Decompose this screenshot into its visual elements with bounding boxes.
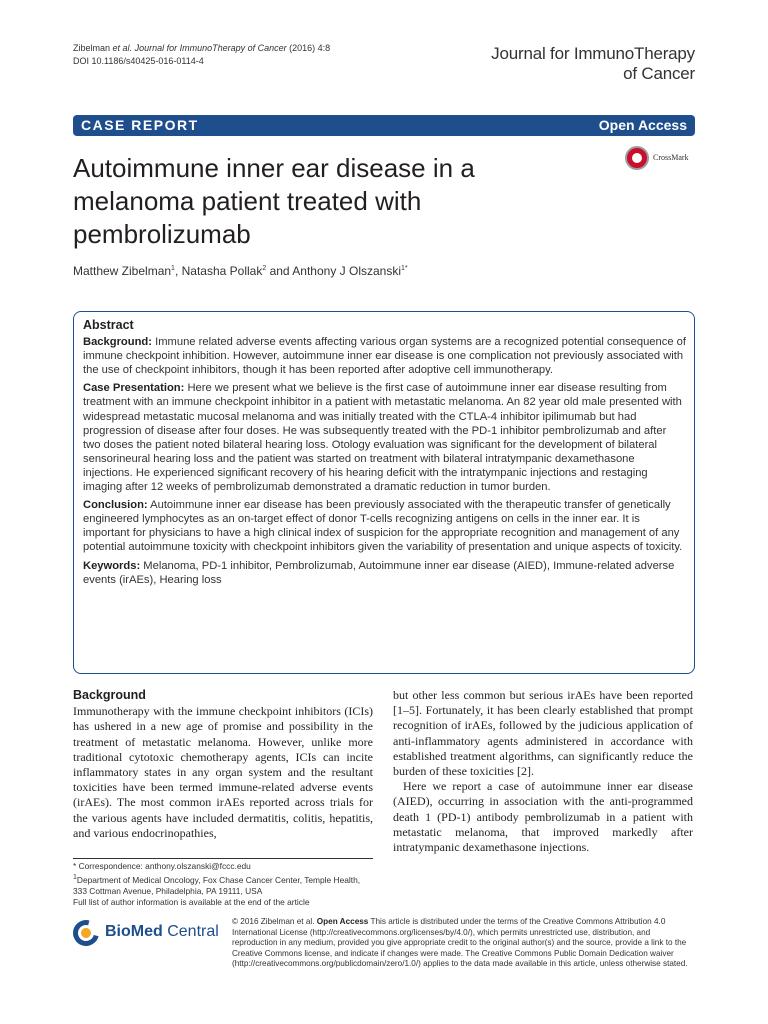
section-text: Melanoma, PD-1 inhibitor, Pembrolizumab, Autoimmune inner ear disease (AIED), Immune-related adverse events (irAEs), Hearing loss	[83, 559, 675, 586]
logo-regular: Central	[162, 923, 219, 940]
crossmark-label: CrossMark	[653, 153, 689, 162]
author-info-note: Full list of author information is available at the end of the article	[73, 897, 310, 908]
crossmark-icon	[625, 146, 649, 170]
author-name: Matthew Zibelman	[73, 264, 172, 278]
author-separator: ,	[174, 264, 182, 278]
correspondence[interactable]: * Correspondence: anthony.olszanski@fccc.edu	[73, 861, 251, 871]
crossmark-badge[interactable]	[625, 146, 700, 172]
license-prefix: © 2016 Zibelman et al.	[232, 917, 317, 926]
abstract-background	[83, 335, 686, 377]
section-label: Keywords:	[83, 559, 141, 572]
affiliation	[73, 872, 373, 897]
body-paragraph: but other less common but serious irAEs have been reported [1–5]. Fortunately, it has been clearly established that prompt recognition of irAEs, followed by the judicious application of anti-inflammatory agents administered in accordance with established treatment algorithms, can significantly reduce the burden of these toxicities [2].	[393, 688, 693, 779]
affiliation-text: Department of Medical Oncology, Fox Chase Cancer Center, Temple Health, 333 Cottman Avenue, Philadelphia, PA 19111, USA	[73, 875, 361, 897]
section-text: Here we present what we believe is the first case of autoimmune inner ear disease resulting from treatment with an immune checkpoint inhibitor in a patient with metastatic melanoma. An 82 year old male presented with widespread metastatic mucosal melanoma and was initially treated with the CTLA-4 inhibitor ipilimumab but had progression of disease after four doses. He was subsequently treated with the PD-1 inhibitor pembrolizumab and after two doses the patient noted bilateral hearing loss. Otology evaluation was significant for the development of bilateral sensorineural hearing loss and the patient was started on treatment with bilateral intratympanic dexamethasone injections. He experienced significant recovery of his hearing deficit with the intratympanic injections and restaging imaging after 12 weeks of pembrolizumab demonstrated a dramatic reduction in tumor burden.	[83, 382, 682, 494]
article-type: CASE REPORT	[81, 117, 199, 133]
license-statement	[232, 917, 696, 970]
footnotes	[73, 858, 373, 909]
abstract-keywords	[83, 559, 686, 587]
body-paragraph: Here we report a case of autoimmune inner ear disease (AIED), occurring in association with the anti-programmed death 1 (PD-1) antibody pembrolizumab in a patient with metastatic melanoma, that improved markedly after intratympanic dexamethasone injections.	[393, 779, 693, 855]
citation-journal: Journal for ImmunoTherapy of Cancer	[134, 43, 287, 53]
section-heading-background: Background	[73, 688, 146, 702]
biomed-central-wordmark	[105, 923, 219, 941]
article-type-banner	[73, 115, 695, 136]
author-name: Anthony J Olszanski	[292, 264, 401, 278]
affiliation-marker: 1	[73, 874, 77, 882]
body-column-left	[73, 688, 373, 841]
citation-line	[73, 42, 330, 55]
biomed-central-ring-icon	[68, 915, 104, 951]
citation-authors: Zibelman	[73, 43, 111, 53]
author-list	[73, 264, 408, 278]
section-label: Background:	[83, 336, 152, 349]
logo-bold: BioMed	[105, 923, 163, 940]
abstract-conclusion	[83, 498, 686, 554]
section-label: Conclusion:	[83, 499, 148, 512]
doi[interactable]: DOI 10.1186/s40425-016-0114-4	[73, 56, 204, 66]
citation-year-volume: (2016) 4:8	[289, 43, 331, 53]
journal-name-line1: Journal for ImmunoTherapy	[491, 44, 695, 63]
section-text: Immune related adverse events affecting various organ systems are a recognized potential consequence of immune checkpoint inhibition. However, autoimmune inner ear disease is one complication not previously associated with the use of checkpoint inhibitors, though it has been reported after adoptive cell immunotherapy.	[83, 336, 686, 377]
citation-etal: et al.	[112, 43, 133, 53]
abstract-case-presentation	[83, 381, 686, 494]
body-column-right	[393, 688, 693, 855]
biomed-central-logo	[73, 918, 223, 948]
author-affiliation: 1*	[401, 265, 408, 272]
open-access-label: Open Access	[598, 117, 687, 133]
license-text: This article is distributed under the terms of the Creative Commons Attribution 4.0 International License (http://creativecommons.org/licenses/by/4.0/), which permits unrestricted use, distribution, and reproduction in any medium, provided you give appropriate credit to the original author(s) and the source, provide a link to the Creative Commons license, and indicate if changes were made. The Creative Commons Public Domain Dedication waiver (http://creativecommons.org/publicdomain/zero/1.0/) applies to the data made available in this article, unless otherwise stated.	[232, 917, 688, 969]
section-label: Case Presentation:	[83, 382, 185, 395]
abstract-heading: Abstract	[83, 318, 134, 332]
author-name: Natasha Pollak	[181, 264, 263, 278]
author-affiliation: 1	[171, 265, 175, 272]
author-affiliation: 2	[262, 265, 267, 272]
abstract-box	[73, 311, 695, 674]
license-open-access: Open Access	[316, 917, 369, 926]
journal-name-line2: of Cancer	[623, 64, 695, 83]
article-title: Autoimmune inner ear disease in a melanoma patient treated with pembrolizumab	[73, 153, 475, 249]
citation-header	[73, 42, 330, 68]
section-text: Autoimmune inner ear disease has been previously associated with the therapeutic transfer of genetically engineered lymphocytes as an on-target effect of donor T-cells recognizing antigens on cells in the inner ear. It is important for physicians to have a high clinical index of suspicion for the appropriate recognition and management of any potential autoimmune toxicity with checkpoint inhibitors given the variability of presentation and unique aspects of toxicity.	[83, 499, 683, 554]
body-paragraph: Immunotherapy with the immune checkpoint inhibitors (ICIs) has ushered in a new age of promise and possibility in the treatment of metastatic melanoma. However, unlike more traditional cytotoxic chemotherapy agents, ICIs can incite inflammatory states in any organ system and the resultant toxicities have been termed immune-related adverse events (irAEs). The most common irAEs reported across trials for the various agents have included dermatitis, colitis, hepatitis, and various endocrinopathies,	[73, 704, 373, 840]
journal-name	[491, 44, 695, 84]
author-separator: and	[266, 264, 293, 278]
